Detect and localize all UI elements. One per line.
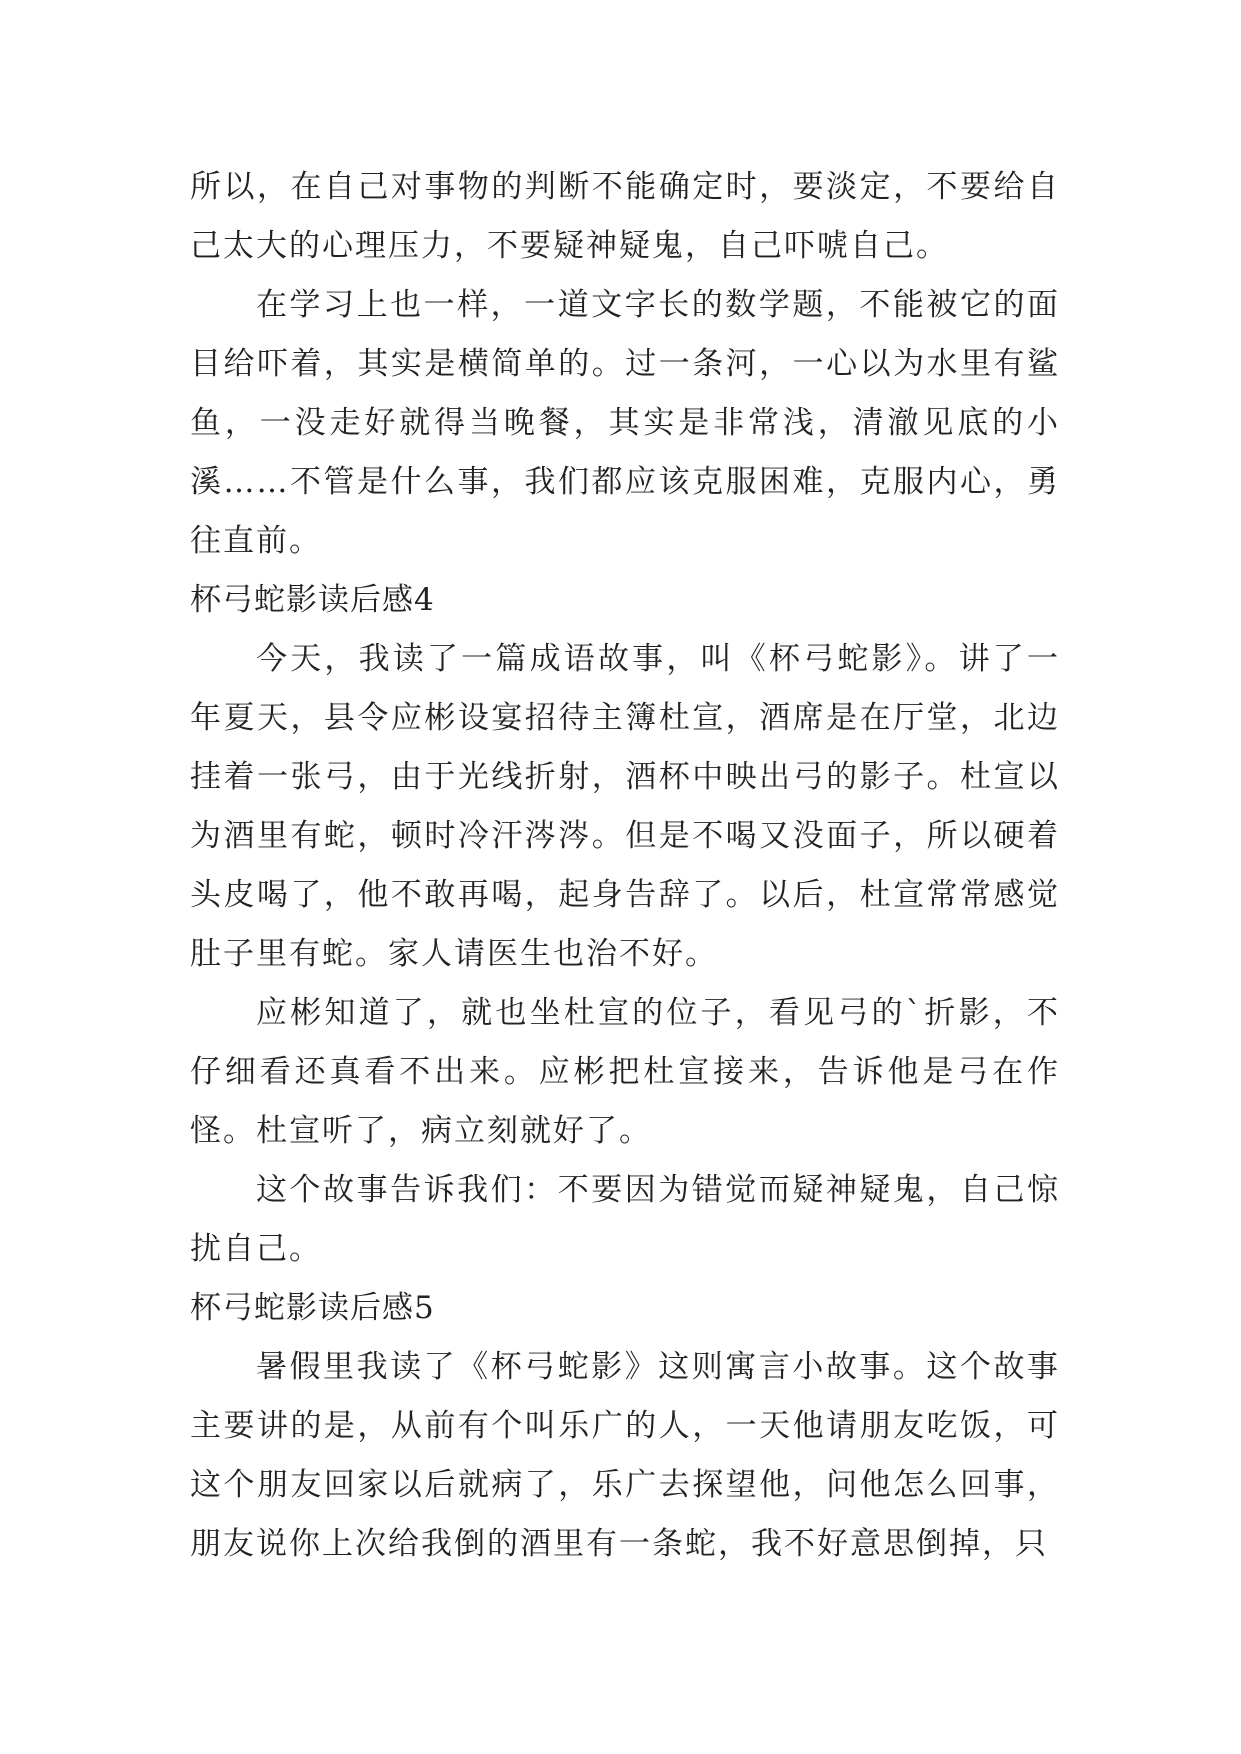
section-heading: 杯弓蛇影读后感4 xyxy=(190,582,435,618)
document-body xyxy=(190,158,1060,1574)
paragraph: 暑假里我读了《杯弓蛇影》这则寓言小故事。这个故事主要讲的是，从前有个叫乐广的人，一天他请朋友吃饭，可这个朋友回家以后就病了，乐广去探望他，问他怎么回事，朋友说你上次给我倒的酒里有一条蛇，我不好意思倒掉，只 xyxy=(190,1349,1060,1562)
paragraph: 这个故事告诉我们：不要因为错觉而疑神疑鬼，自己惊扰自己。 xyxy=(190,1172,1060,1267)
paragraph: 所以，在自己对事物的判断不能确定时，要淡定，不要给自己太大的心理压力，不要疑神疑鬼，自己吓唬自己。 xyxy=(190,169,1060,264)
paragraph: 在学习上也一样，一道文字长的数学题，不能被它的面目给吓着，其实是横简单的。过一条河，一心以为水里有鲨鱼，一没走好就得当晚餐，其实是非常浅，清澈见底的小溪……不管是什么事，我们都应该克服困难，克服内心，勇往直前。 xyxy=(190,287,1060,559)
paragraph: 应彬知道了，就也坐杜宣的位子，看见弓的`折影，不仔细看还真看不出来。应彬把杜宣接来，告诉他是弓在作怪。杜宣听了，病立刻就好了。 xyxy=(190,995,1060,1149)
paragraph: 今天，我读了一篇成语故事，叫《杯弓蛇影》。讲了一年夏天，县令应彬设宴招待主簿杜宣，酒席是在厅堂，北边挂着一张弓，由于光线折射，酒杯中映出弓的影子。杜宣以为酒里有蛇，顿时冷汗涔涔。但是不喝又没面子，所以硬着头皮喝了，他不敢再喝，起身告辞了。以后，杜宣常常感觉肚子里有蛇。家人请医生也治不好。 xyxy=(190,641,1060,972)
section-heading: 杯弓蛇影读后感5 xyxy=(190,1290,435,1326)
